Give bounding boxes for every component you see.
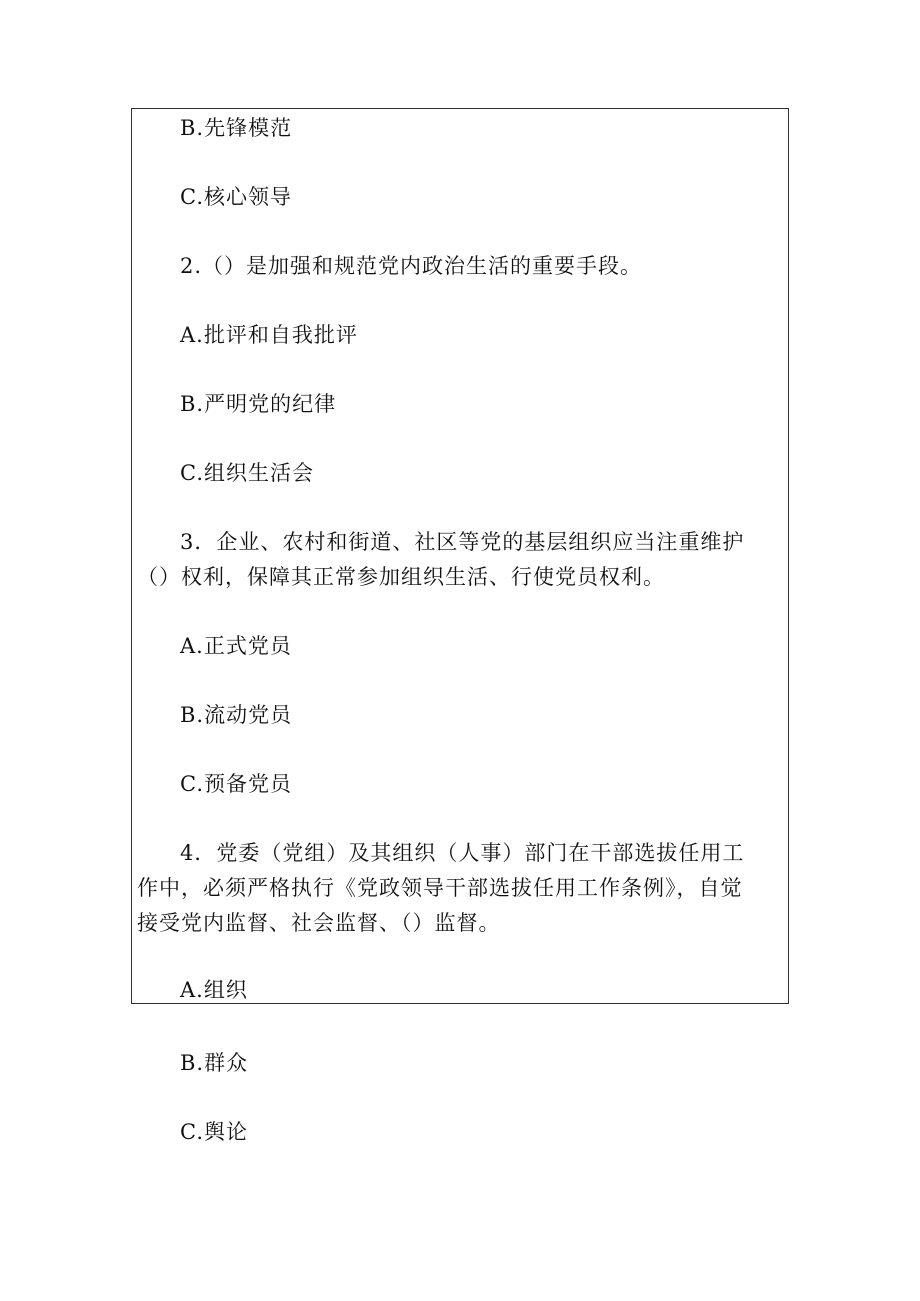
question-4-stem-line-3: 接受党内监督、社会监督、（）监督。 — [137, 911, 501, 935]
question-2-option-b: B.严明党的纪律 — [180, 392, 337, 416]
question-2-option-c: C.组织生活会 — [180, 461, 314, 485]
option-c-previous: C.核心领导 — [180, 185, 292, 209]
question-3-stem-line-2: （）权利，保障其正常参加组织生活、行使党员权利。 — [137, 565, 665, 589]
question-2-stem: 2.（）是加强和规范党内政治生活的重要手段。 — [180, 254, 643, 278]
question-4-option-c: C.舆论 — [180, 1120, 248, 1144]
question-2-option-a: A.批评和自我批评 — [180, 323, 358, 347]
question-3-option-c: C.预备党员 — [180, 772, 292, 796]
question-3-option-b: B.流动党员 — [180, 703, 293, 727]
option-b-previous: B.先锋模范 — [180, 116, 293, 140]
question-4-option-b: B.群众 — [180, 1051, 249, 1075]
question-3-stem-line-1: 3．企业、农村和街道、社区等党的基层组织应当注重维护 — [180, 530, 745, 554]
question-3-option-a: A.正式党员 — [180, 634, 292, 658]
question-4-stem-line-2: 作中，必须严格执行《党政领导干部选拔任用工作条例》，自觉 — [137, 876, 743, 900]
question-4-option-a: A.组织 — [180, 978, 248, 1002]
question-4-stem-line-1: 4．党委（党组）及其组织（人事）部门在干部选拔任用工 — [180, 841, 745, 865]
